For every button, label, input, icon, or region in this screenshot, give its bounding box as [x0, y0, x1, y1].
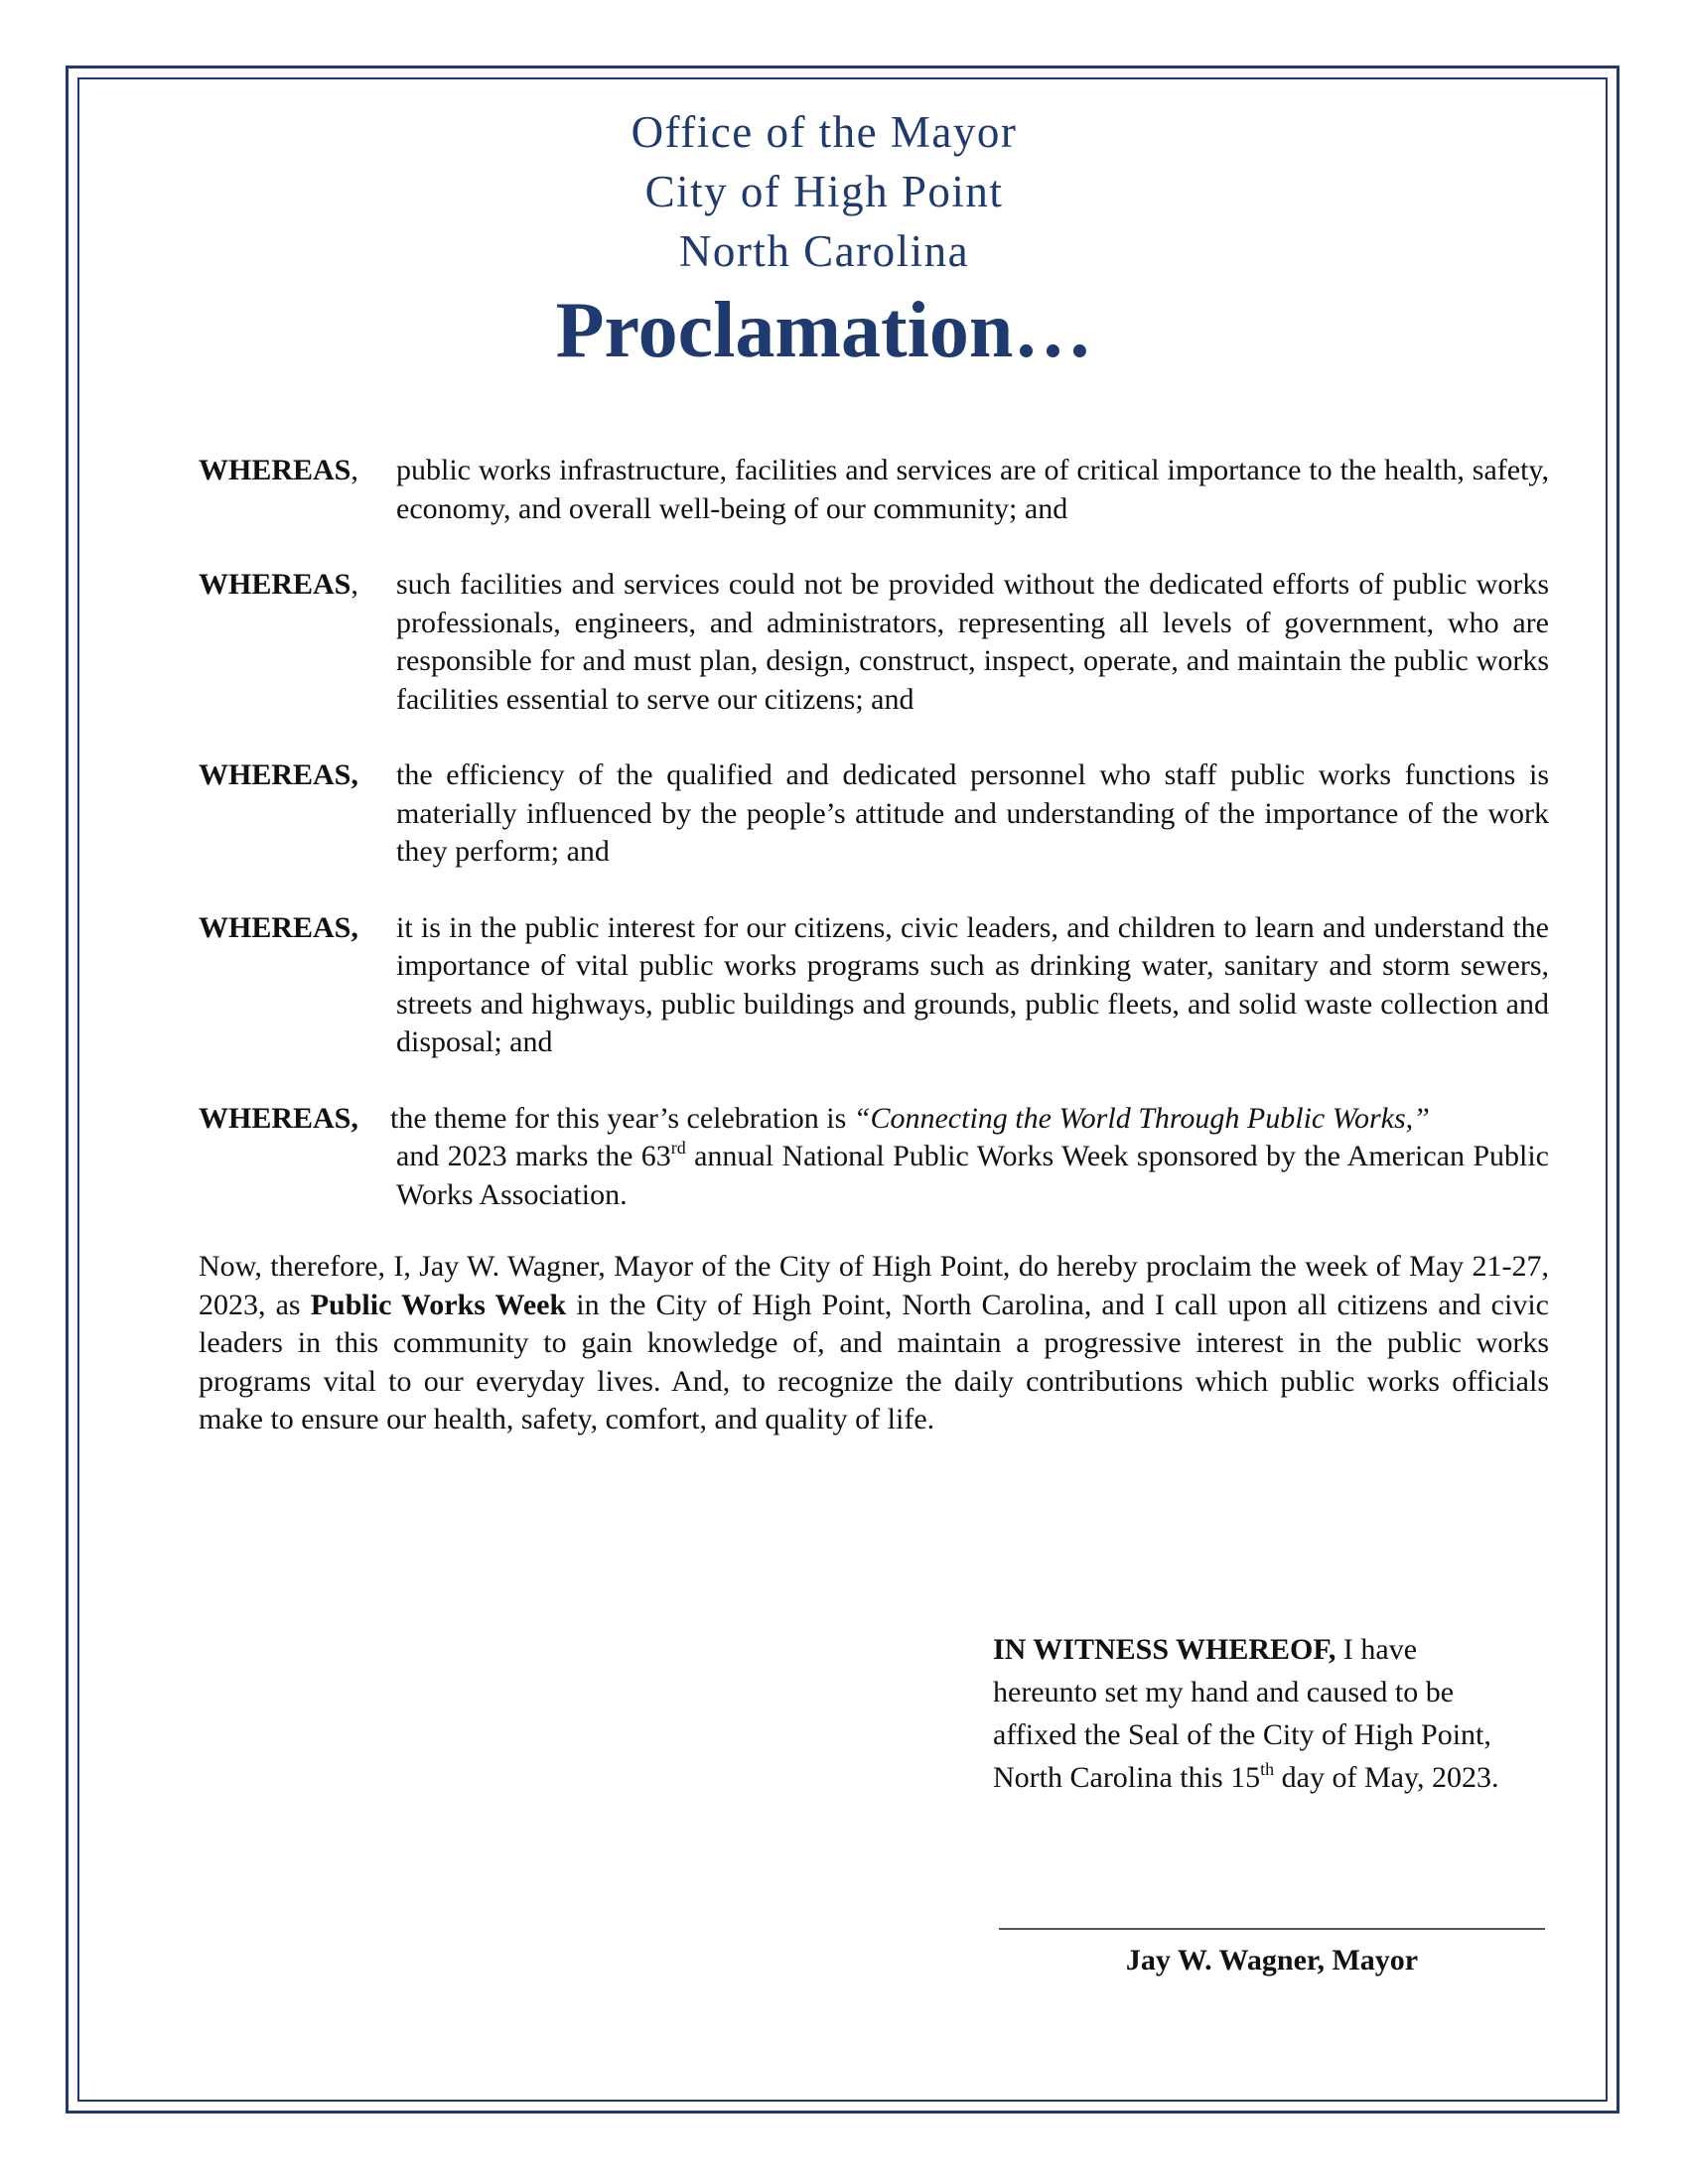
state-line: North Carolina — [678, 226, 970, 276]
witness-heading: IN WITNESS WHEREOF, — [993, 1633, 1336, 1666]
whereas-clause — [199, 756, 1549, 872]
clause-keyword: WHEREAS, — [199, 454, 358, 486]
clause-keyword: WHEREAS, — [199, 1101, 358, 1135]
witness-line: hereunto set my hand and caused to be — [993, 1676, 1455, 1708]
document-title: Proclamation… — [555, 287, 1093, 374]
signature-line — [999, 1928, 1545, 1930]
office-line: Office of the Mayor — [631, 107, 1018, 157]
letterhead — [0, 102, 1648, 378]
proclamation-paragraph: Now, therefore, I, Jay W. Wagner, Mayor of the City of High Point, do hereby proclaim the week of May 21-27, 2023, as Public Works Week in the City of High Point, North Carolina, and I call upon all citizens and civic leaders in this community to gain knowledge of, and maintain a progressive interest in the public works programs vital to our everyday lives. And, to recognize the daily contributions which public works officials make to ensure our health, safety, comfort, and quality of life. — [199, 1250, 1549, 1435]
witness-line: North Carolina this 15th day of May, 2023. — [993, 1759, 1499, 1794]
clause-text: the efficiency of the qualified and dedicated personnel who staff public works functions is materially influenced by the people’s attitude and understanding of the importance of the work they perform; and — [396, 758, 1549, 868]
clause-text: public works infrastructure, facilities and services are of critical importance to the health, safety, economy, and overall well-being of our community; and — [396, 454, 1549, 525]
witness-line: affixed the Seal of the City of High Point, — [993, 1718, 1491, 1751]
clause-keyword: WHEREAS, — [199, 568, 358, 601]
theme-line: the theme for this year’s celebration is “Connecting the World Through Public Works,” — [390, 1101, 1430, 1135]
witness-block — [993, 1628, 1609, 1799]
clause-text: it is in the public interest for our citizens, civic leaders, and children to learn and understand the importance of vital public works programs such as drinking water, sanitary and storm sewers, streets and highways, public buildings and grounds, public fleets, and solid waste collection and disposal; and — [396, 910, 1549, 1058]
witness-line: IN WITNESS WHEREOF, I have — [993, 1633, 1418, 1666]
clause-keyword: WHEREAS, — [199, 758, 358, 791]
clause-text: such facilities and services could not be provided without the dedicated efforts of public works professionals, engineers, and administrators, representing all levels of government, who are responsible for and must plan, design, construct, inspect, operate, and maintain the public works facilities essential to serve our citizens; and — [396, 568, 1549, 716]
proclamation-body — [199, 452, 1549, 1439]
ordinal-suffix: th — [1260, 1759, 1275, 1779]
whereas-clause — [199, 909, 1549, 1062]
whereas-clause-theme — [199, 1100, 1549, 1215]
proclaimed-event: Public Works Week — [310, 1288, 567, 1321]
theme-continuation: and 2023 marks the 63rd annual National Public Works Week sponsored by the American Public Works Association. — [396, 1138, 1549, 1211]
ordinal-suffix: rd — [670, 1138, 686, 1158]
signatory-name: Jay W. Wagner, Mayor — [1125, 1944, 1419, 1977]
theme-quote: “Connecting the World Through Public Works,” — [853, 1101, 1430, 1135]
whereas-clause — [199, 566, 1549, 719]
city-line: City of High Point — [644, 167, 1004, 216]
whereas-clause — [199, 452, 1549, 528]
clause-text — [390, 1100, 1549, 1215]
clause-keyword: WHEREAS, — [199, 910, 358, 944]
